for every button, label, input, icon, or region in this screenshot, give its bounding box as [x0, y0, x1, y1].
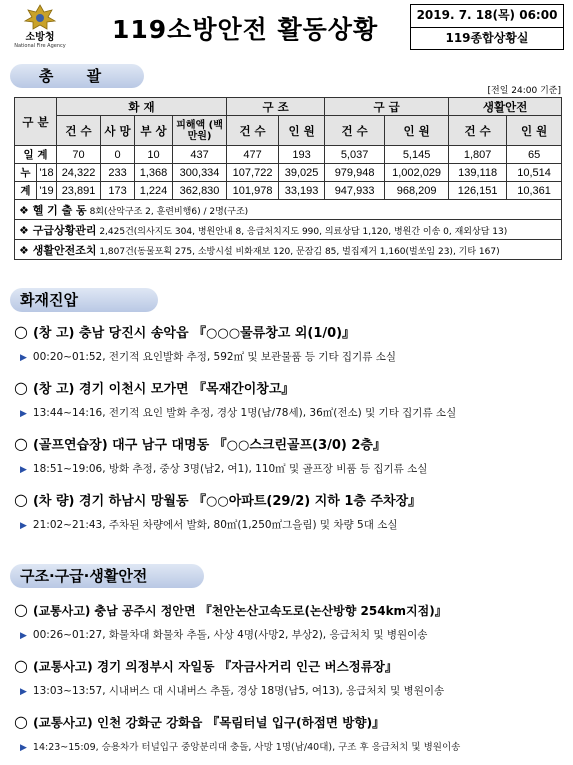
section-title-summary: 총 괄 [10, 64, 144, 88]
triangle-bullet-icon: ▶ [20, 409, 27, 419]
table-cell: 1,002,029 [385, 164, 449, 182]
note-row [15, 240, 562, 260]
note-row [15, 200, 562, 220]
circle-bullet-icon: ○ [14, 322, 28, 341]
section-title-fire: 화재진압 [10, 288, 158, 312]
subheader: 인 원 [279, 116, 325, 146]
report-office: 119종합상황실 [445, 31, 529, 45]
circle-bullet-icon: ○ [14, 434, 28, 453]
incident-detail: ▶ 18:51~19:06, 방화 추정, 중상 3명(남2, 여1), 110㎡ 및 골프장 비품 등 집기류 소실 [20, 463, 428, 475]
incident-heading: ○ (창 고) 경기 이천시 모가면 『목재간이창고』 [14, 378, 295, 397]
logo-text: 소방청 [25, 32, 55, 43]
table-cell: 1,368 [135, 164, 173, 182]
table-cell: 477 [227, 146, 279, 164]
table-cell: 437 [173, 146, 227, 164]
row-label: 일 계 [15, 146, 57, 164]
table-cell: 173 [101, 182, 135, 200]
header-category: 구 분 [15, 98, 57, 146]
table-cell: 65 [507, 146, 562, 164]
incident-heading: ○ (교통사고) 충남 공주시 정안면 『천안논산고속도로(논산방향 254km지점)』 [14, 600, 447, 619]
note-row [15, 220, 562, 240]
triangle-bullet-icon: ▶ [20, 521, 27, 531]
circle-bullet-icon: ○ [14, 712, 28, 731]
triangle-bullet-icon: ▶ [20, 465, 27, 475]
table-cell: 10,514 [507, 164, 562, 182]
table-cell: 10 [135, 146, 173, 164]
emblem-icon [23, 4, 57, 30]
report-date: 2019. 7. 18(목) 06:00 [411, 5, 563, 28]
header-ems: 구 급 [325, 98, 449, 116]
table-cell: 362,830 [173, 182, 227, 200]
logo [10, 4, 70, 50]
incident-heading: ○ (교통사고) 인천 강화군 강화읍 『목림터널 입구(하점면 방향)』 [14, 712, 385, 731]
incident-detail: ▶ 00:26~01:27, 화물차대 화물차 추돌, 사상 4명(사망2, 부상2), 응급처치 및 병원이송 [20, 629, 428, 641]
subheader: 인 원 [385, 116, 449, 146]
table-row [15, 146, 562, 164]
table-cell: 39,025 [279, 164, 325, 182]
summary-table [14, 97, 562, 260]
row-label: 계 [15, 182, 37, 200]
triangle-bullet-icon: ▶ [20, 353, 27, 363]
page-title: 119소방안전 활동상황 [112, 15, 379, 44]
circle-bullet-icon: ○ [14, 600, 28, 619]
incident-heading: ○ (차 량) 경기 하남시 망월동 『○○아파트(29/2) 지하 1층 주차장』 [14, 490, 422, 509]
note-text: 2,425건(의사지도 304, 병원안내 8, 응급처치지도 990, 의료상담 1,120, 병원간 이송 0, 재외상담 13) [99, 226, 508, 237]
note-text: 8회(산악구조 2, 훈련비행6) / 2명(구조) [89, 206, 249, 217]
circle-bullet-icon: ○ [14, 378, 28, 397]
incident-detail: ▶ 14:23~15:09, 승용차가 터널입구 중앙분리대 충돌, 사망 1명(남/40대), 구조 후 응급처치 및 병원이송 [20, 742, 461, 753]
table-cell: 1,224 [135, 182, 173, 200]
triangle-bullet-icon: ▶ [20, 631, 27, 641]
table-row [15, 182, 562, 200]
subheader: 부 상 [135, 116, 173, 146]
table-cell: 5,037 [325, 146, 385, 164]
table-cell: 979,948 [325, 164, 385, 182]
section-title-rescue: 구조·구급·생활안전 [10, 564, 204, 588]
as-of-label: [전일 24:00 기준] [487, 86, 561, 96]
subheader: 건 수 [227, 116, 279, 146]
subheader: 건 수 [449, 116, 507, 146]
incident-heading: ○ (교통사고) 경기 의정부시 자일동 『자금사거리 인근 버스정류장』 [14, 656, 398, 675]
table-cell: 107,722 [227, 164, 279, 182]
circle-bullet-icon: ○ [14, 490, 28, 509]
table-cell: 24,322 [57, 164, 101, 182]
incident-detail: ▶ 21:02~21:43, 주차된 차량에서 발화, 80㎡(1,250㎡그을림) 및 차량 5대 소실 [20, 519, 398, 531]
row-year: '19 [37, 182, 57, 200]
incident-detail: ▶ 13:03~13:57, 시내버스 대 시내버스 추돌, 경상 18명(남5, 여13), 응급처치 및 병원이송 [20, 685, 445, 697]
table-cell: 101,978 [227, 182, 279, 200]
note-label: ❖ 구급상황관리 [19, 223, 97, 237]
table-cell: 1,807 [449, 146, 507, 164]
table-cell: 300,334 [173, 164, 227, 182]
header-fire: 화 재 [57, 98, 227, 116]
subheader: 피해액 (백만원) [173, 116, 227, 146]
incident-detail: ▶ 13:44~14:16, 전기적 요인 발화 추정, 경상 1명(남/78세), 36㎡(전소) 및 기타 집기류 소실 [20, 407, 457, 419]
incident-heading: ○ (골프연습장) 대구 남구 대명동 『○○스크린골프(3/0) 2층』 [14, 434, 386, 453]
table-cell: 968,209 [385, 182, 449, 200]
table-cell: 10,361 [507, 182, 562, 200]
logo-subtext: National Fire Agency [14, 43, 66, 49]
triangle-bullet-icon: ▶ [20, 687, 27, 697]
date-box [410, 4, 564, 50]
note-label: ❖ 생활안전조치 [19, 243, 97, 257]
circle-bullet-icon: ○ [14, 656, 28, 675]
table-cell: 947,933 [325, 182, 385, 200]
subheader: 건 수 [57, 116, 101, 146]
table-cell: 233 [101, 164, 135, 182]
header-rescue: 구 조 [227, 98, 325, 116]
note-label: ❖ 헬 기 출 동 [19, 203, 87, 217]
table-cell: 5,145 [385, 146, 449, 164]
row-label: 누 [15, 164, 37, 182]
table-cell: 70 [57, 146, 101, 164]
table-row [15, 164, 562, 182]
table-cell: 0 [101, 146, 135, 164]
header-safety: 생활안전 [449, 98, 562, 116]
table-cell: 193 [279, 146, 325, 164]
incident-detail: ▶ 00:20~01:52, 전기적 요인발화 추정, 592㎡ 및 보관물품 등 기타 집기류 소실 [20, 351, 396, 363]
subheader: 건 수 [325, 116, 385, 146]
subheader: 사 망 [101, 116, 135, 146]
table-cell: 139,118 [449, 164, 507, 182]
triangle-bullet-icon: ▶ [20, 743, 27, 753]
subheader: 인 원 [507, 116, 562, 146]
incident-heading: ○ (창 고) 충남 당진시 송악읍 『○○○물류창고 외(1/0)』 [14, 322, 356, 341]
row-year: '18 [37, 164, 57, 182]
note-text: 1,807건(동물포획 275, 소방시설 비화재보 120, 문잠김 85, 벌집제거 1,160(벌쏘임 23), 기타 167) [99, 246, 500, 257]
table-cell: 23,891 [57, 182, 101, 200]
table-cell: 33,193 [279, 182, 325, 200]
table-cell: 126,151 [449, 182, 507, 200]
